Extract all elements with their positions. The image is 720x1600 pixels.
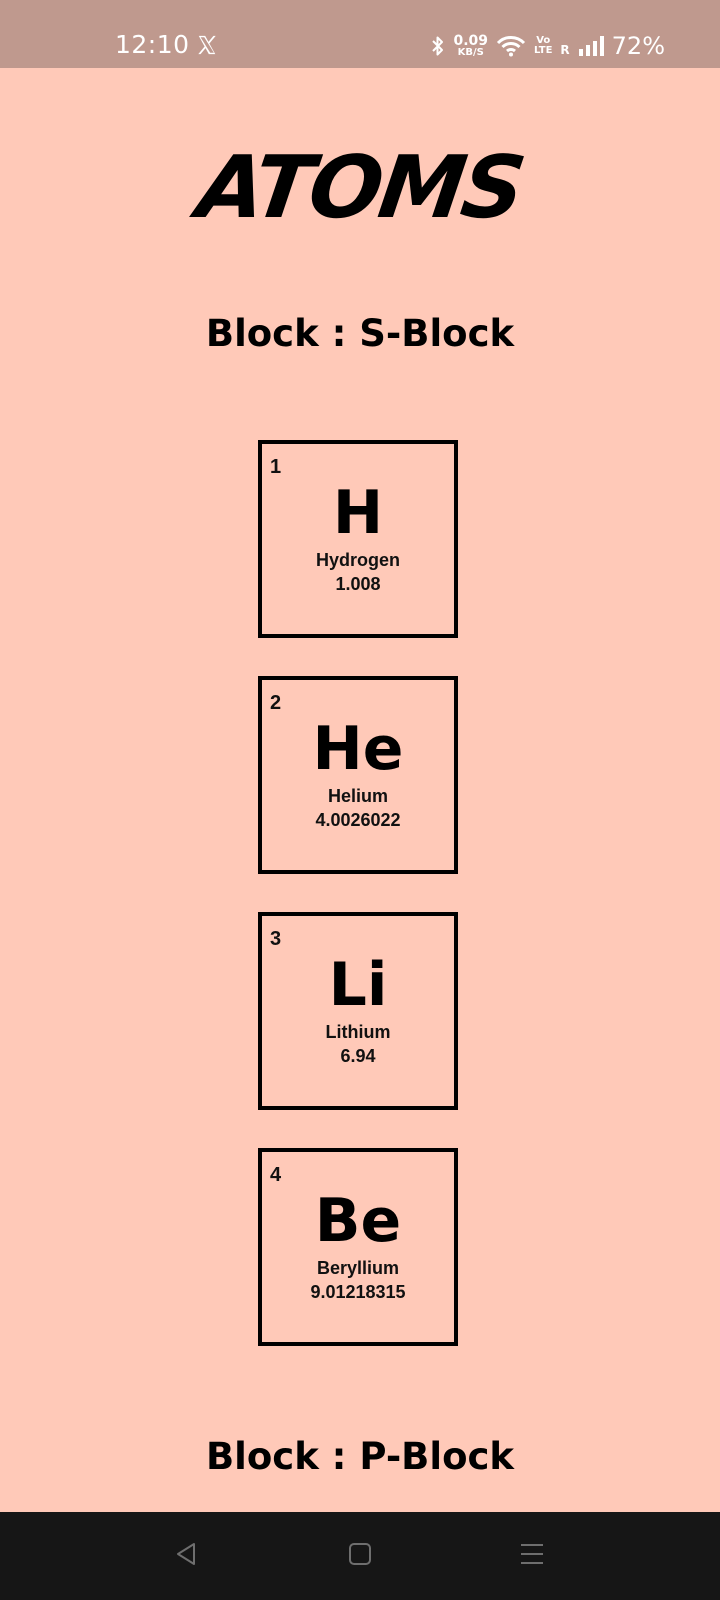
element-symbol: Be bbox=[314, 1186, 402, 1256]
atomic-mass: 9.01218315 bbox=[310, 1282, 406, 1302]
status-time: 12:10 bbox=[115, 30, 190, 59]
block-heading-p: Block : P-Block bbox=[205, 1435, 515, 1478]
bluetooth-icon bbox=[431, 35, 445, 57]
element-symbol: H bbox=[332, 478, 384, 548]
atomic-mass: 4.0026022 bbox=[315, 810, 401, 830]
element-name: Lithium bbox=[325, 1022, 391, 1042]
volte-indicator bbox=[534, 36, 552, 56]
home-icon bbox=[346, 1540, 374, 1568]
atomic-number: 4 bbox=[270, 1164, 282, 1186]
network-speed-value: 0.09 bbox=[453, 33, 489, 49]
roaming-indicator: R bbox=[560, 43, 570, 57]
battery-level: 72% bbox=[611, 32, 665, 60]
network-speed bbox=[453, 34, 488, 58]
x-icon bbox=[196, 34, 218, 56]
element-card-helium[interactable] bbox=[258, 676, 458, 874]
element-card-lithium[interactable] bbox=[258, 912, 458, 1110]
home-button[interactable] bbox=[340, 1534, 380, 1574]
volte-top: Vo bbox=[536, 35, 551, 46]
element-card-hydrogen[interactable] bbox=[258, 440, 458, 638]
element-name: Helium bbox=[327, 786, 388, 806]
element-symbol: Li bbox=[328, 950, 388, 1020]
app-title: ATOMS bbox=[191, 138, 529, 238]
atomic-number: 1 bbox=[270, 456, 282, 478]
back-icon bbox=[172, 1540, 200, 1568]
signal-icon bbox=[578, 35, 604, 57]
network-speed-unit: KB/S bbox=[457, 47, 484, 58]
status-bar bbox=[0, 0, 720, 68]
atomic-mass: 6.94 bbox=[340, 1046, 376, 1066]
element-symbol: He bbox=[312, 714, 404, 784]
back-button[interactable] bbox=[166, 1534, 206, 1574]
element-card-beryllium[interactable] bbox=[258, 1148, 458, 1346]
status-icons bbox=[431, 30, 665, 62]
element-name: Beryllium bbox=[316, 1258, 400, 1278]
wifi-icon bbox=[496, 35, 526, 57]
recents-icon bbox=[518, 1540, 546, 1568]
navigation-bar bbox=[0, 1512, 720, 1600]
atomic-number: 2 bbox=[270, 692, 282, 714]
element-name: Hydrogen bbox=[315, 550, 400, 570]
atomic-number: 3 bbox=[270, 928, 282, 950]
atomic-mass: 1.008 bbox=[335, 574, 381, 594]
block-heading-s: Block : S-Block bbox=[205, 312, 515, 355]
volte-bottom: LTE bbox=[534, 45, 553, 56]
recents-button[interactable] bbox=[512, 1534, 552, 1574]
